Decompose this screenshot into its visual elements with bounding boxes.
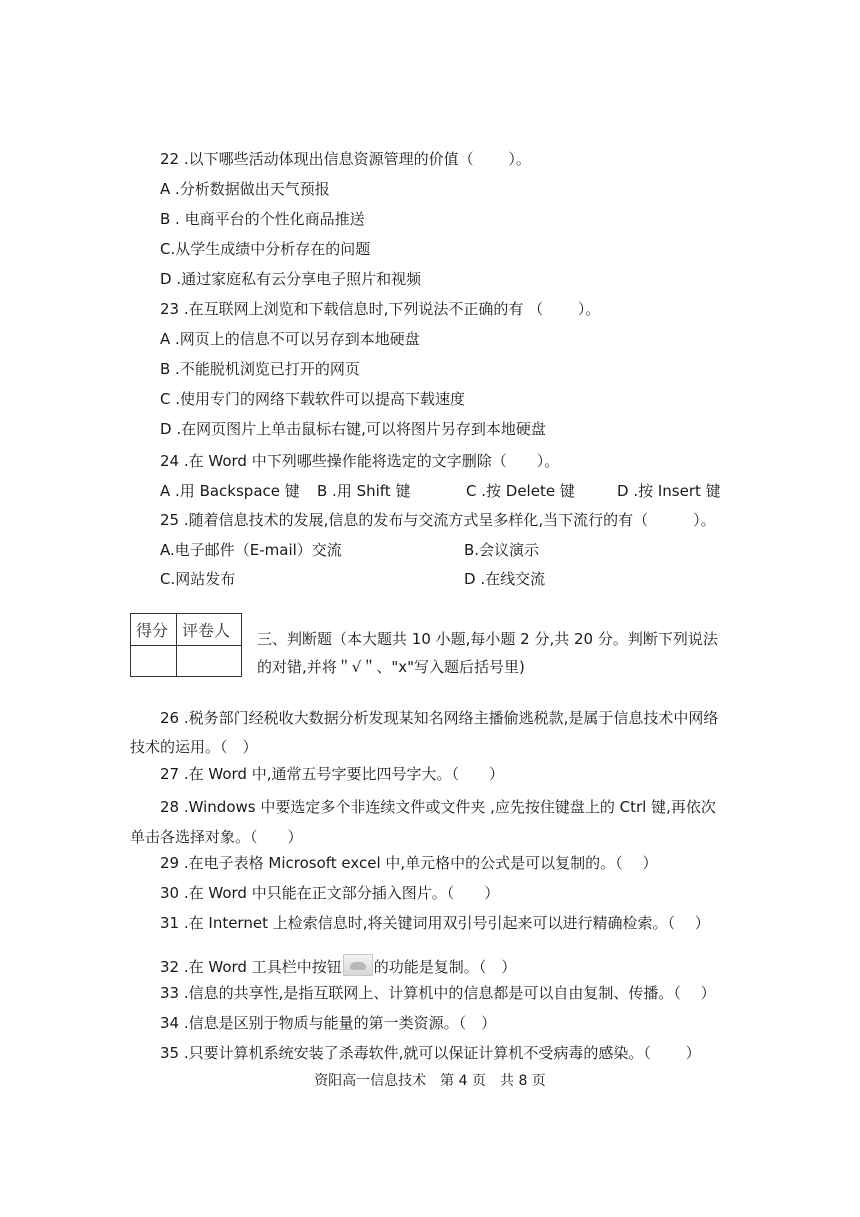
question-33: 33 .信息的共享性,是指互联网上、计算机中的信息都是可以自由复制、传播。（ ） [160, 984, 716, 1002]
question-28: 28 .Windows 中要选定多个非连续文件或文件夹 ,应先按住键盘上的 Ctrl 键,再依次 [160, 798, 716, 816]
section-3-instructions: 的对错,并将＂√＂、"x"写入题后括号里) [257, 658, 525, 676]
section-3-title: 三、判断题（本大题共 10 小题,每小题 2 分,共 20 分。判断下列说法 [257, 630, 718, 648]
question-26-cont: 技术的运用。（ ） [130, 738, 258, 756]
question-23: 23 .在互联网上浏览和下载信息时,下列说法不正确的有 （ ）。 [160, 300, 601, 318]
q24-option-b: B .用 Shift 键 [317, 482, 411, 500]
question-34: 34 .信息是区别于物质与能量的第一类资源。（ ） [160, 1014, 497, 1032]
q23-option-b: B .不能脱机浏览已打开的网页 [160, 360, 360, 378]
question-32-post: 的功能是复制。（ ） [373, 958, 517, 976]
question-28-cont: 单击各选择对象。（ ） [130, 828, 303, 846]
q22-option-b: B . 电商平台的个性化商品推送 [160, 210, 365, 228]
q22-option-d: D .通过家庭私有云分享电子照片和视频 [160, 270, 422, 288]
question-26: 26 .税务部门经税收大数据分析发现某知名网络主播偷逃税款,是属于信息技术中网络 [160, 709, 719, 727]
q23-option-d: D .在网页图片上单击鼠标右键,可以将图片另存到本地硬盘 [160, 420, 546, 438]
score-box [130, 613, 242, 677]
question-22: 22 .以下哪些活动体现出信息资源管理的价值（ ）。 [160, 150, 531, 168]
question-24: 24 .在 Word 中下列哪些操作能将选定的文字删除（ ）。 [160, 452, 560, 470]
q25-option-d: D .在线交流 [464, 570, 546, 588]
score-label: 得分 [136, 621, 169, 640]
question-25: 25 .随着信息技术的发展,信息的发布与交流方式呈多样化,当下流行的有（ ）。 [160, 511, 716, 529]
q22-option-c: C.从学生成绩中分析存在的问题 [160, 240, 371, 258]
page-footer: 资阳高一信息技术 第 4 页 共 8 页 [314, 1073, 546, 1089]
q24-option-d: D .按 Insert 键 [617, 482, 721, 500]
question-35: 35 .只要计算机系统安装了杀毒软件,就可以保证计算机不受病毒的感染。（ ） [160, 1044, 701, 1062]
q25-option-c: C.网站发布 [160, 570, 236, 588]
question-31: 31 .在 Internet 上检索信息时,将关键词用双引号引起来可以进行精确检索。（ ） [160, 914, 710, 932]
question-32 [160, 954, 516, 977]
question-29: 29 .在电子表格 Microsoft excel 中,单元格中的公式是可以复制的。（ ） [160, 854, 658, 872]
q22-option-a: A .分析数据做出天气预报 [160, 180, 330, 198]
question-27: 27 .在 Word 中,通常五号字要比四号字大。（ ） [160, 765, 504, 783]
q23-option-c: C .使用专门的网络下载软件可以提高下载速度 [160, 390, 466, 408]
q24-option-c: C .按 Delete 键 [466, 482, 575, 500]
copy-icon [343, 954, 373, 976]
q25-option-a: A.电子邮件（E-mail）交流 [160, 541, 342, 559]
question-30: 30 .在 Word 中只能在正文部分插入图片。（ ） [160, 884, 500, 902]
question-32-pre: 32 .在 Word 工具栏中按钮 [160, 958, 342, 976]
q25-option-b: B.会议演示 [464, 541, 540, 559]
q24-option-a: A .用 Backspace 键 [160, 482, 300, 500]
q23-option-a: A .网页上的信息不可以另存到本地硬盘 [160, 330, 420, 348]
grader-label: 评卷人 [182, 621, 231, 640]
